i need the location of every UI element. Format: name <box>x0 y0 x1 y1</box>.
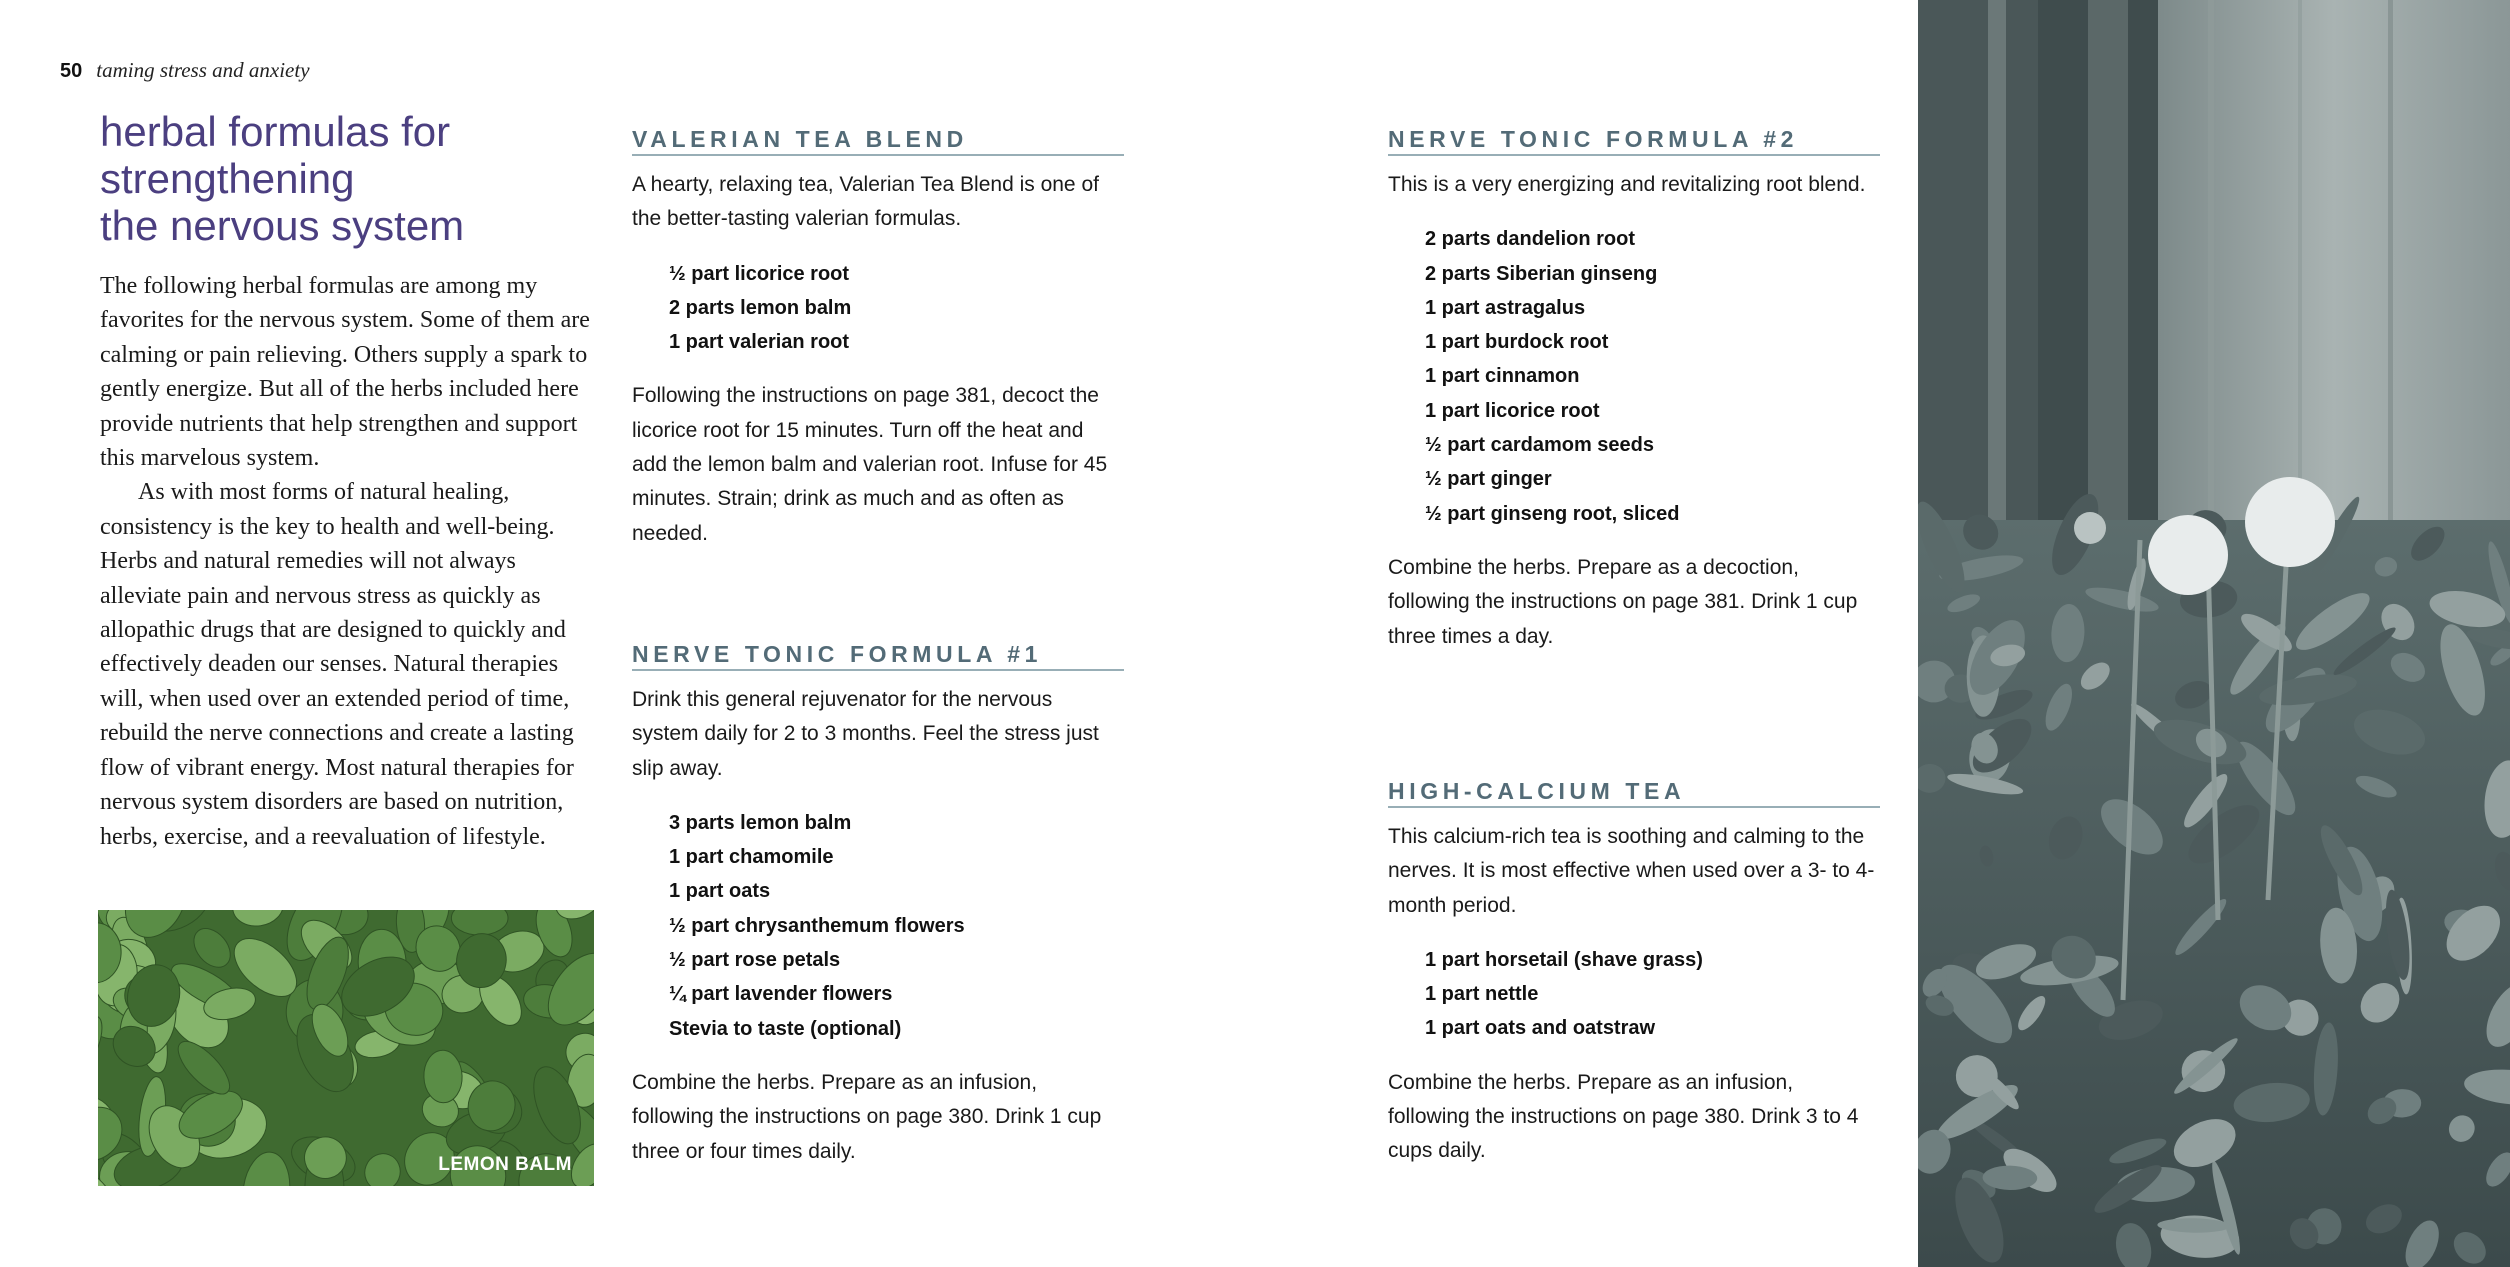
ingredient-item: 1 part cinnamon <box>1425 365 1580 388</box>
section-heading <box>100 108 600 249</box>
recipe-title: NERVE TONIC FORMULA #1 <box>632 639 1124 671</box>
lemon-balm-photo <box>98 910 594 1186</box>
ingredient-item: 1 part nettle <box>1425 983 1539 1006</box>
recipe-nerve-tonic-2 <box>1388 124 1880 654</box>
dandelion-photo <box>1918 0 2510 1267</box>
section-heading-line: the nervous system <box>100 202 465 249</box>
ingredient-item: 1 part licorice root <box>1425 399 1600 422</box>
recipe-high-calcium-tea <box>1388 776 1880 1169</box>
intro-paragraph: The following herbal formulas are among my favorites for the nervous system. Some of them are calming or pain relieving. Others supply a spark to gently energize. But all of the herbs included here provide nutrients that help strengthen and support this marvelous system. <box>100 273 590 472</box>
recipe-nerve-tonic-1 <box>632 639 1124 1169</box>
ingredient-list <box>1425 222 1880 531</box>
running-head: taming stress and anxiety <box>96 58 310 82</box>
ingredient-item: 1 part astragalus <box>1425 296 1586 319</box>
recipe-title: VALERIAN TEA BLEND <box>632 124 1124 156</box>
ingredient-item: 2 parts lemon balm <box>669 296 852 319</box>
ingredient-item: 1 part oats and oatstraw <box>1425 1017 1656 1040</box>
ingredient-item: Stevia to taste (optional) <box>669 1017 902 1040</box>
ingredient-item: 1 part oats <box>669 880 771 903</box>
page-number: 50 <box>60 60 83 82</box>
recipe-instructions: Combine the herbs. Prepare as an infusion, following the instructions on page 380. Drink 3 to 4 cups daily. <box>1388 1070 1859 1163</box>
ingredient-item: ½ part licorice root <box>669 262 850 285</box>
recipe-valerian-tea-blend <box>632 124 1124 551</box>
ingredient-item: 3 parts lemon balm <box>669 811 852 834</box>
recipe-instructions: Following the instructions on page 381, decoct the licorice root for 15 minutes. Turn off the heat and add the lemon balm and valerian root. Infuse for 45 minutes. Strain; drink as much and as often as needed. <box>632 384 1108 545</box>
recipe-description: This calcium-rich tea is soothing and calming to the nerves. It is most effective when used over a 3- to 4-month period. <box>1388 825 1875 917</box>
intro-paragraph: As with most forms of natural healing, consistency is the key to health and well-being. Herbs and natural remedies will not always alleviate pain and nervous stress as quickly as allopathic drugs that are designed to quickly and effectively deaden our senses. Natural therapies will, when used over an extended period of time, rebuild the nerve connections and create a lasting flow of vibrant energy. Most natural therapies for nervous system disorders are based on nutrition, herbs, exercise, and a reevaluation of lifestyle. <box>100 479 574 850</box>
ingredient-item: ½ part chrysanthemum flowers <box>669 914 965 937</box>
ingredient-item: 1 part horsetail (shave grass) <box>1425 948 1703 971</box>
recipe-instructions: Combine the herbs. Prepare as an infusion, following the instructions on page 380. Drink 1 cup three or four times daily. <box>632 1070 1102 1163</box>
ingredient-item: ¼ part lavender flowers <box>669 983 893 1006</box>
lemon-balm-image <box>98 910 594 1186</box>
running-header <box>60 58 310 88</box>
recipe-title: NERVE TONIC FORMULA #2 <box>1388 124 1880 156</box>
ingredient-item: 1 part burdock root <box>1425 331 1609 354</box>
recipe-description: A hearty, relaxing tea, Valerian Tea Blend is one of the better-tasting valerian formulas. <box>632 173 1099 231</box>
recipe-title: HIGH-CALCIUM TEA <box>1388 776 1880 808</box>
recipe-description: This is a very energizing and revitalizing root blend. <box>1388 173 1866 196</box>
ingredient-item: ½ part ginger <box>1425 468 1552 491</box>
photo-caption: LEMON BALM <box>438 1154 572 1175</box>
ingredient-item: ½ part ginseng root, sliced <box>1425 502 1680 525</box>
ingredient-list <box>1425 943 1880 1046</box>
intro-column <box>100 108 600 854</box>
ingredient-list <box>669 806 1124 1046</box>
recipe-instructions: Combine the herbs. Prepare as a decoction, following the instructions on page 381. Drink 1 cup three times a day. <box>1388 555 1858 648</box>
section-heading-line: herbal formulas for <box>100 108 451 155</box>
section-heading-line: strengthening <box>100 155 355 202</box>
ingredient-item: ½ part rose petals <box>669 949 841 972</box>
ingredient-item: 2 parts dandelion root <box>1425 228 1636 251</box>
ingredient-item: 2 parts Siberian ginseng <box>1425 262 1658 285</box>
recipe-description: Drink this general rejuvenator for the nervous system daily for 2 to 3 months. Feel the stress just slip away. <box>632 688 1099 780</box>
ingredient-item: ½ part cardamom seeds <box>1425 434 1654 457</box>
ingredient-item: 1 part valerian root <box>669 331 850 354</box>
ingredient-item: 1 part chamomile <box>669 846 834 869</box>
dandelion-image <box>1918 0 2510 1267</box>
ingredient-list <box>669 257 1124 360</box>
